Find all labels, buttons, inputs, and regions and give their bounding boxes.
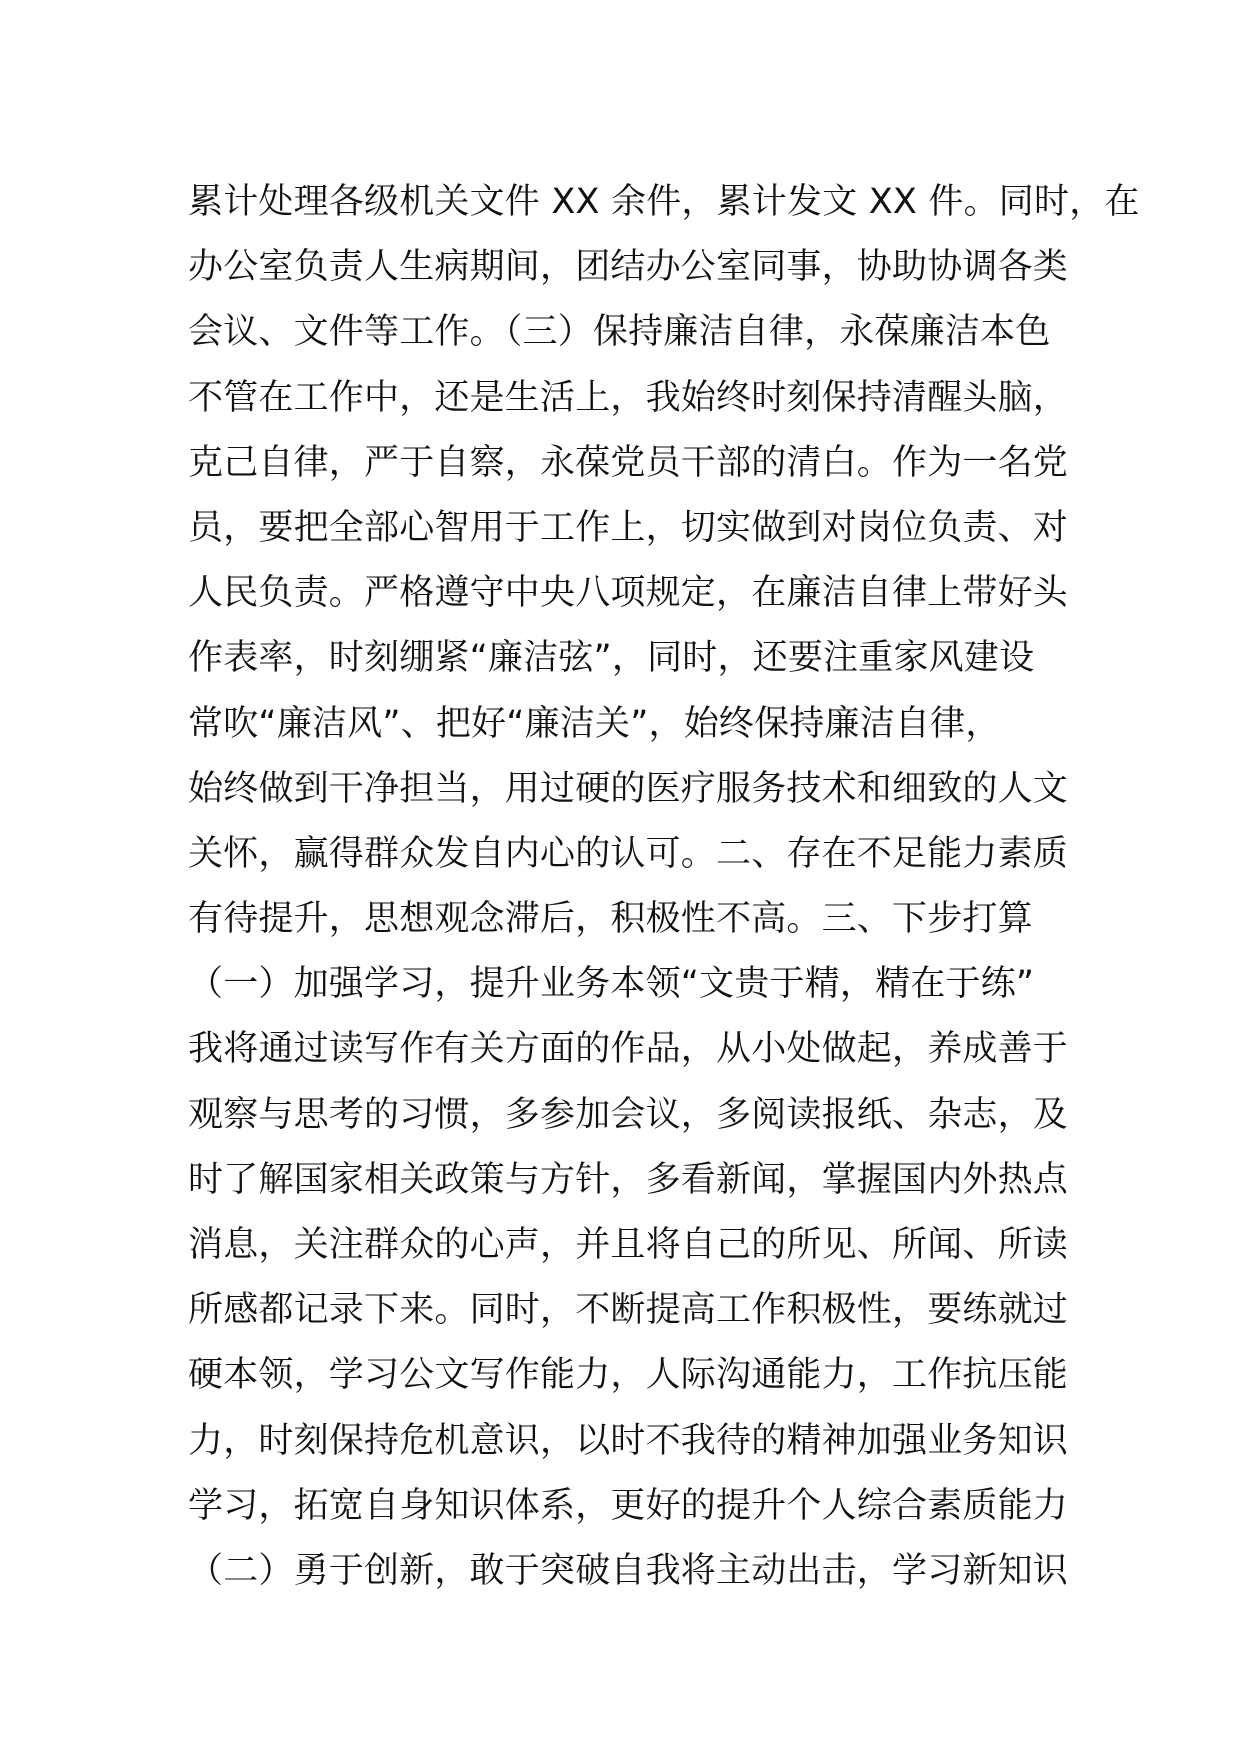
text-line: 始终做到干净担当，用过硬的医疗服务技术和细致的人文 [188,768,1069,809]
text-line: 作表率，时刻绷紧“廉洁弦”，同时，还要注重家风建设 [188,638,1035,679]
text-line: 力，时刻保持危机意识，以时不我待的精神加强业务知识 [188,1420,1069,1461]
text-line: 消息，关注群众的心声，并且将自己的所见、所闻、所读 [188,1225,1069,1265]
text-line: 有待提升，思想观念滞后，积极性不高。三、下步打算 [188,899,1033,940]
text-line: 累计处理各级机关文件 XX 余件，累计发文 XX 件。同时，在 [188,182,1140,222]
text-line: 时了解国家相关政策与方针，多看新闻，掌握国内外热点 [188,1159,1069,1200]
text-line: 员，要把全部心智用于工作上，切实做到对岗位负责、对 [188,507,1069,548]
text-line: 学习，拓宽自身知识体系，更好的提升个人综合素质能力 [188,1485,1069,1526]
text-line: 办公室负责人生病期间，团结办公室同事，协助协调各类 [188,247,1069,288]
document-body-text [188,170,1140,1604]
text-line: 观察与思考的习惯，多参加会议，多阅读报纸、杂志，及 [188,1094,1069,1135]
text-line: 关怀，赢得群众发自内心的认可。二、存在不足能力素质 [188,833,1069,874]
text-line: 会议、文件等工作。（三）保持廉洁自律，永葆廉洁本色 [188,312,1051,353]
text-line: 所感都记录下来。同时，不断提高工作积极性，要练就过 [188,1290,1069,1331]
text-line: 我将通过读写作有关方面的作品，从小处做起，养成善于 [188,1029,1069,1070]
text-line: （二）勇于创新，敢于突破自我将主动出击，学习新知识 [188,1550,1069,1591]
text-line: 硬本领，学习公文写作能力，人际沟通能力，工作抗压能 [188,1355,1069,1396]
text-line: 人民负责。严格遵守中央八项规定，在廉洁自律上带好头 [188,573,1069,614]
text-line: 常吹“廉洁风”、把好“廉洁关”，始终保持廉洁自律， [188,703,1001,744]
text-line: （一）加强学习，提升业务本领“文贵于精，精在于练” [188,964,1035,1005]
text-line: 克己自律，严于自察，永葆党员干部的清白。作为一名党 [188,442,1069,483]
text-line: 不管在工作中，还是生活上，我始终时刻保持清醒头脑， [188,377,1069,418]
